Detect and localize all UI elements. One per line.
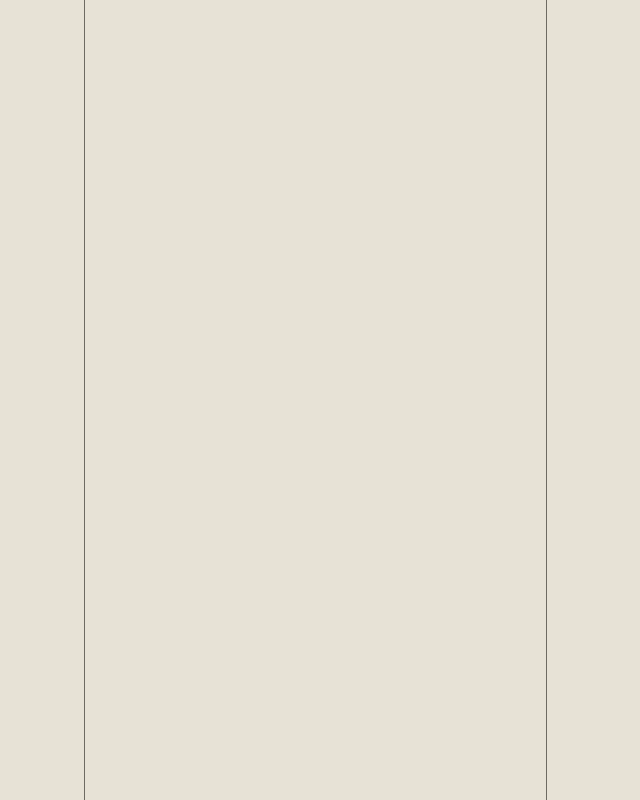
column-rule-left [84,0,85,800]
column-rule-right [546,0,547,800]
